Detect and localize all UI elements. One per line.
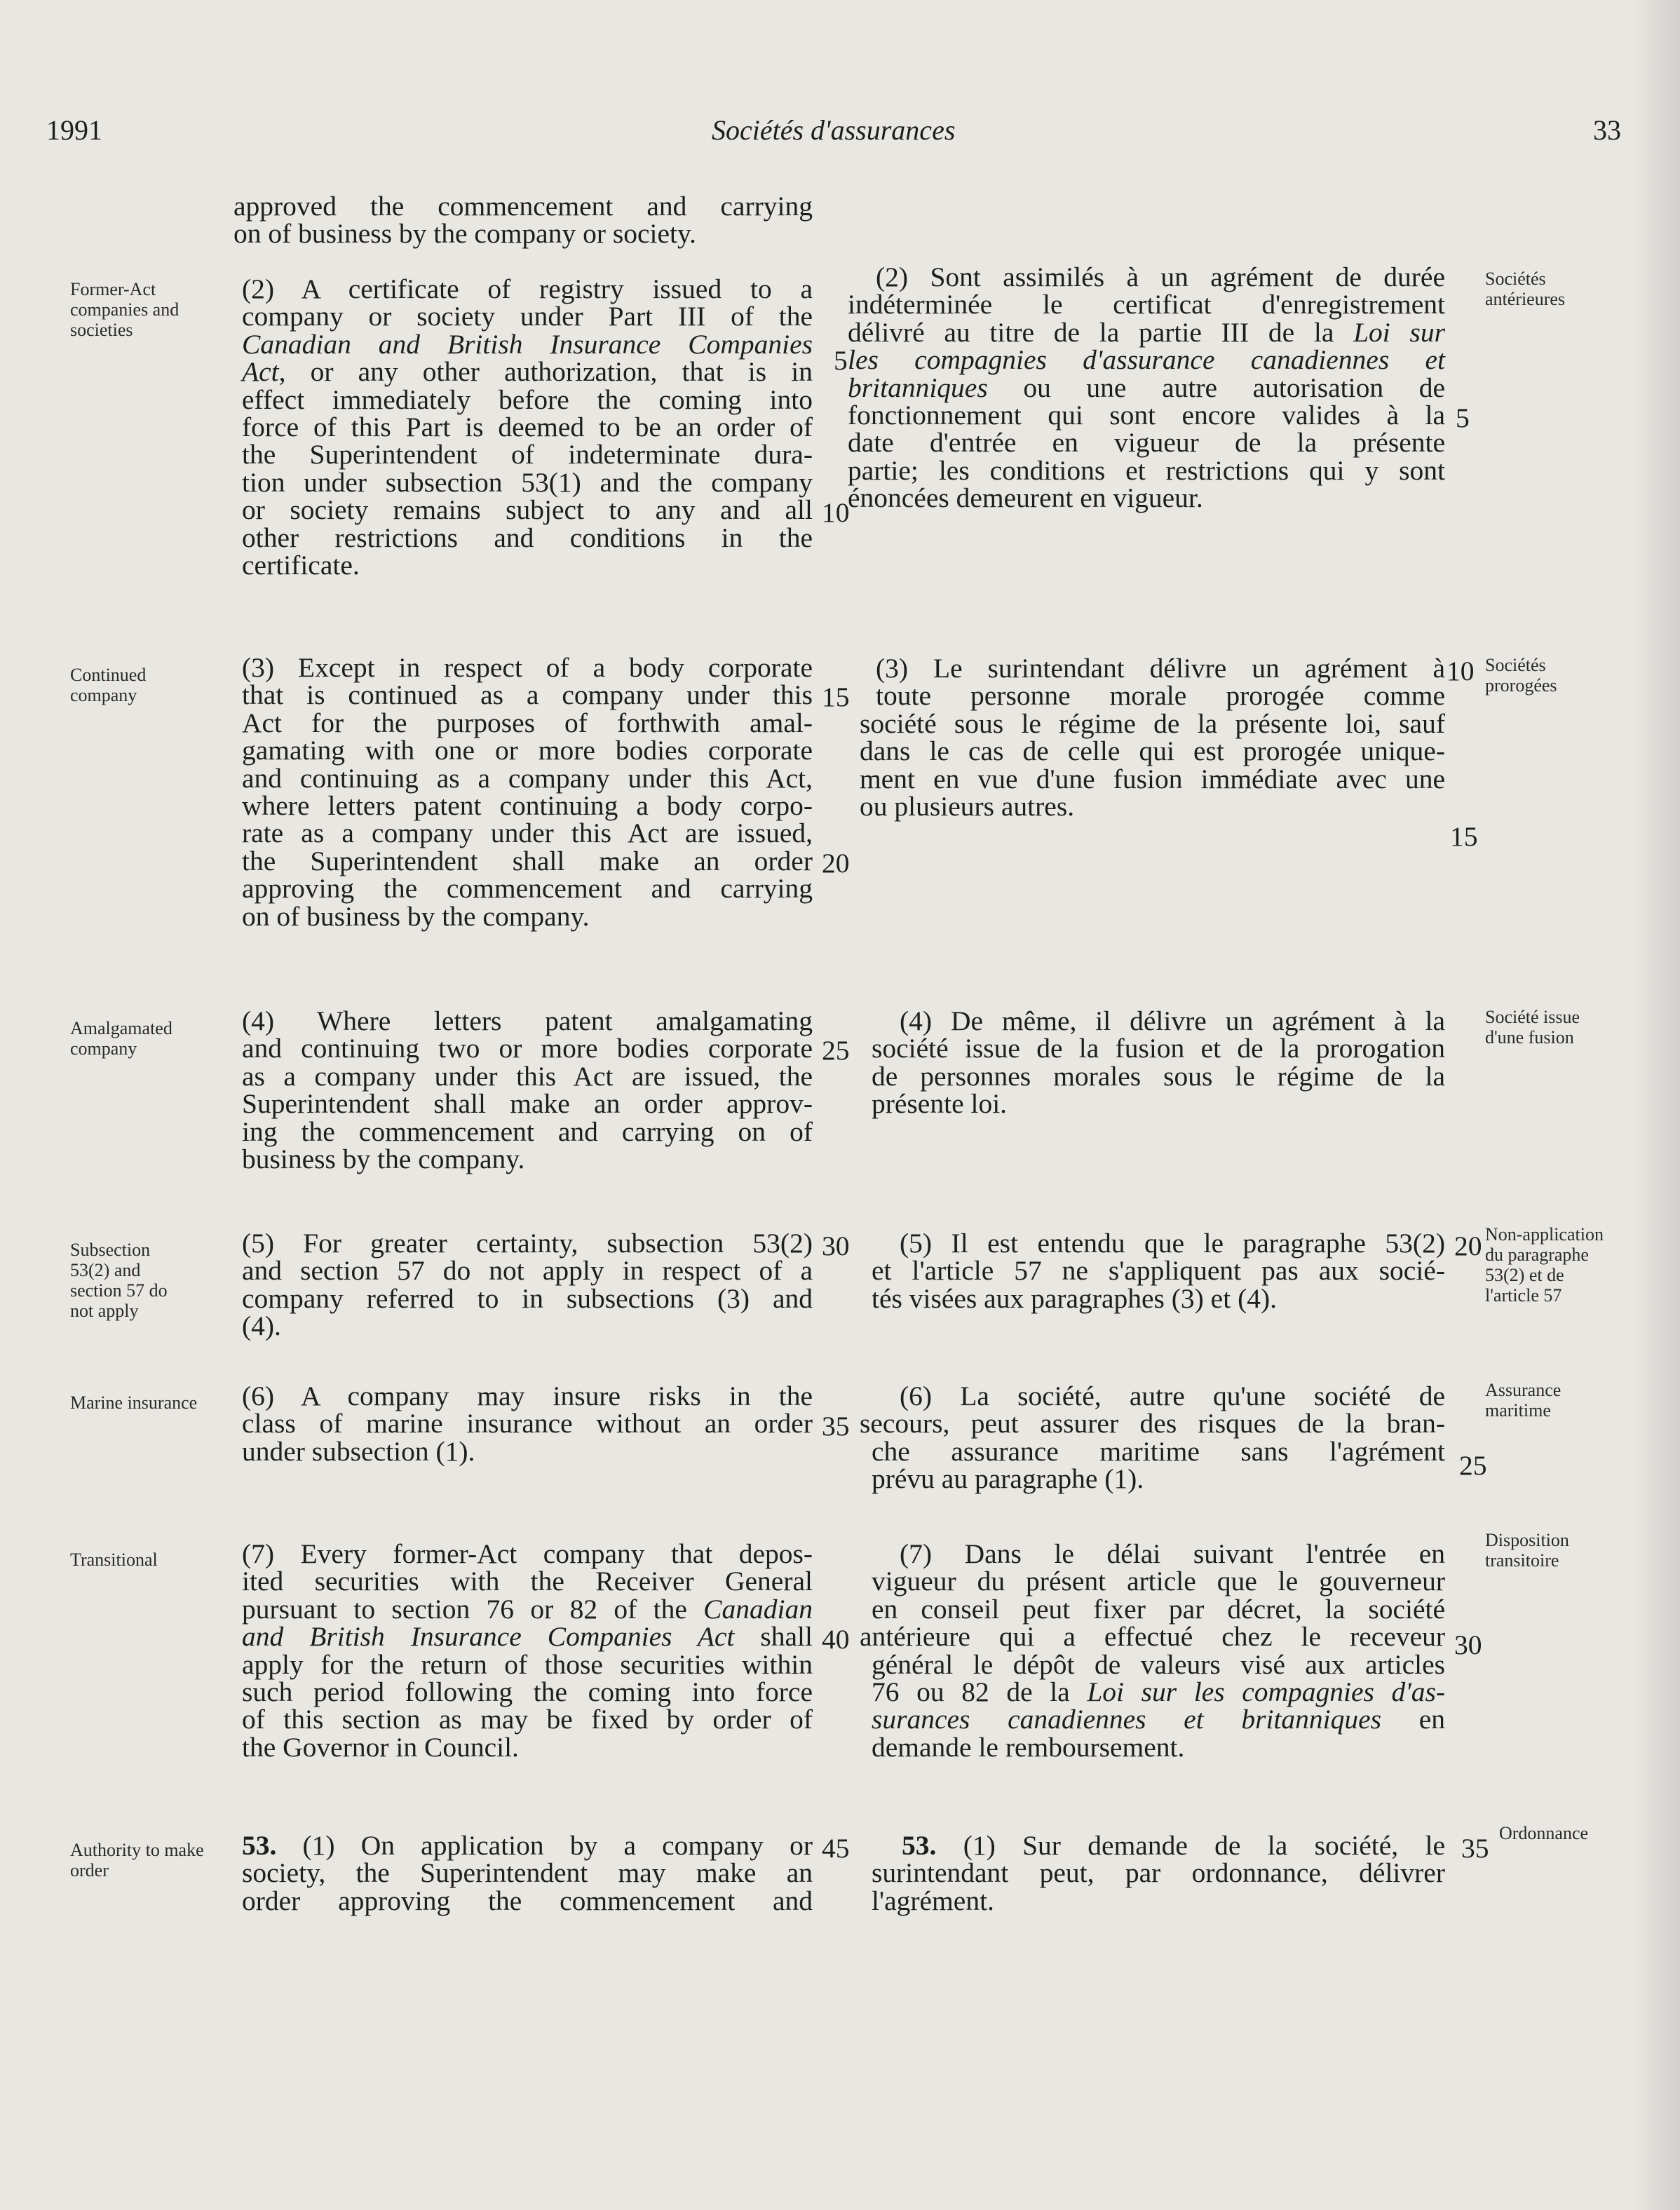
page-edge-shadow [1631, 0, 1680, 2210]
header-year: 1991 [46, 114, 102, 146]
en-paragraph-2: (2) A certificate of registry issued to a company or society under Part III of the Canadian and British Insurance Companies Act, or any other authorization, that is in effect immediately before the coming into force of this Part is deemed to be an order of the Superintendent of indeterminate dura- tion under subsection 53(1) and the company or society remains subject to any and all other restrictions and conditions in the certificate. [242, 273, 813, 581]
margin-note-en-authority: Authority to make order [70, 1840, 204, 1880]
en-paragraph-continuation: approved the commencement and carrying on of business by the company or society. [233, 191, 813, 250]
fr-paragraph-7: (7) Dans le délai suivant l'entrée en vigueur du présent article que le gouverneur en conseil peut fixer par décret, la société antérieure qui a effectué chez le receveur général le dépôt de valeurs visé aux articles 76 ou 82 de la Loi sur les compagnies d'as- surances canadiennes et britanniques en demande le remboursement. [860, 1538, 1445, 1763]
en-line-number: 5 [834, 345, 848, 376]
fr-line-number: 10 [1447, 656, 1475, 686]
en-line-number: 40 [822, 1624, 850, 1655]
margin-note-fr-transitoire: Disposition transitoire [1485, 1530, 1569, 1571]
fr-section-53: 53. (1) Sur demande de la société, le surintendant peut, par ordonnance, délivrer l'agrément. [872, 1830, 1445, 1916]
en-line-number: 10 [822, 497, 850, 528]
en-paragraph-3: (3) Except in respect of a body corporate that is continued as a company under this Act for the purposes of forthwith amal- gamating with one or more bodies corporate and continuing as a company under this Act, where letters patent continuing a body corpo- rate as a company under this Act are issued, the Superintendent shall make an order approving the commencement and carrying on of business by the company. [242, 652, 813, 932]
fr-line-number: 30 [1454, 1629, 1482, 1660]
fr-line-number: 15 [1450, 821, 1478, 852]
fr-line-number: 25 [1459, 1450, 1487, 1481]
margin-note-en-former-act: Former-Act companies and societies [70, 279, 179, 340]
margin-note-fr-prorogees: Sociétés prorogées [1485, 655, 1557, 696]
header-page-number: 33 [1593, 114, 1621, 146]
en-paragraph-7: (7) Every former-Act company that depos- ited securities with the Receiver General pursuant to section 76 or 82 of the Canadian and British Insurance Companies Act shall apply for the return of those securities within such period following the coming into force of this section as may be fixed by order of the Governor in Council. [242, 1538, 813, 1763]
fr-line-number: 35 [1461, 1833, 1489, 1864]
fr-paragraph-4: (4) De même, il délivre un agrément à la société issue de la fusion et de la prorogation de personnes morales sous le régime de la présente loi. [872, 1005, 1445, 1120]
margin-note-fr-non-application: Non-application du paragraphe 53(2) et de l'article 57 [1485, 1224, 1604, 1306]
fr-section-53-number: 53. [902, 1830, 937, 1861]
margin-note-en-transitional: Transitional [70, 1550, 158, 1570]
en-line-number: 30 [822, 1231, 850, 1261]
margin-note-fr-anterieures: Sociétés antérieures [1485, 269, 1566, 309]
en-line-number: 20 [822, 848, 850, 879]
header-title: Sociétés d'assurances [712, 114, 956, 146]
margin-note-en-amalgamated: Amalgamated company [70, 1018, 172, 1059]
margin-note-en-marine: Marine insurance [70, 1392, 198, 1413]
en-section-53-number: 53. [242, 1830, 277, 1861]
fr-paragraph-5: (5) Il est entendu que le paragraphe 53(2) et l'article 57 ne s'appliquent pas aux socié- tés visées aux paragraphes (3) et (4). [872, 1228, 1445, 1314]
margin-note-en-subsection-53-2: Subsection 53(2) and section 57 do not apply [70, 1240, 168, 1321]
en-line-number: 45 [822, 1833, 850, 1864]
fr-paragraph-6: (6) La société, autre qu'une société de secours, peut assurer des risques de la bran- che assurance maritime sans l'agrément prévu au paragraphe (1). [860, 1381, 1445, 1495]
en-paragraph-5: (5) For greater certainty, subsection 53(2) and section 57 do not apply in respect of a company referred to in subsections (3) and (4). [242, 1228, 813, 1342]
fr-line-number: 20 [1454, 1231, 1482, 1261]
margin-note-fr-fusion: Société issue d'une fusion [1485, 1007, 1580, 1048]
fr-paragraph-2: (2) Sont assimilés à un agrément de durée indéterminée le certificat d'enregistrement délivré au titre de la partie III de la Loi sur les compagnies d'assurance canadiennes et britanniques ou une autre autorisation de fonctionnement qui sont encore valides à la date d'entrée en vigueur de la présente partie; les conditions et restrictions qui y sont énoncées demeurent en vigueur. [848, 262, 1446, 514]
en-paragraph-4: (4) Where letters patent amalgamating and continuing two or more bodies corporate as a company under this Act are issued, the Superintendent shall make an order approv- ing the commencement and carrying on of business by the company. [242, 1005, 813, 1175]
margin-note-fr-ordonnance: Ordonnance [1499, 1823, 1589, 1843]
en-line-number: 35 [822, 1411, 850, 1442]
en-section-53: 53. (1) On application by a company or society, the Superintendent may make an order approving the commencement and [242, 1830, 813, 1916]
margin-note-fr-maritime: Assurance maritime [1485, 1380, 1562, 1421]
en-line-number: 25 [822, 1035, 850, 1066]
fr-paragraph-3: (3) Le surintendant délivre un agrément à toute personne morale prorogée comme société sous le régime de la présente loi, sauf dans le cas de celle qui est prorogée unique- ment en vue d'une fusion immédiate avec une ou plusieurs autres. [860, 653, 1445, 822]
fr-line-number: 5 [1456, 402, 1470, 433]
margin-note-en-continued: Continued company [70, 665, 147, 705]
en-paragraph-6: (6) A company may insure risks in the class of marine insurance without an order under subsection (1). [242, 1381, 813, 1467]
en-line-number: 15 [822, 682, 850, 712]
